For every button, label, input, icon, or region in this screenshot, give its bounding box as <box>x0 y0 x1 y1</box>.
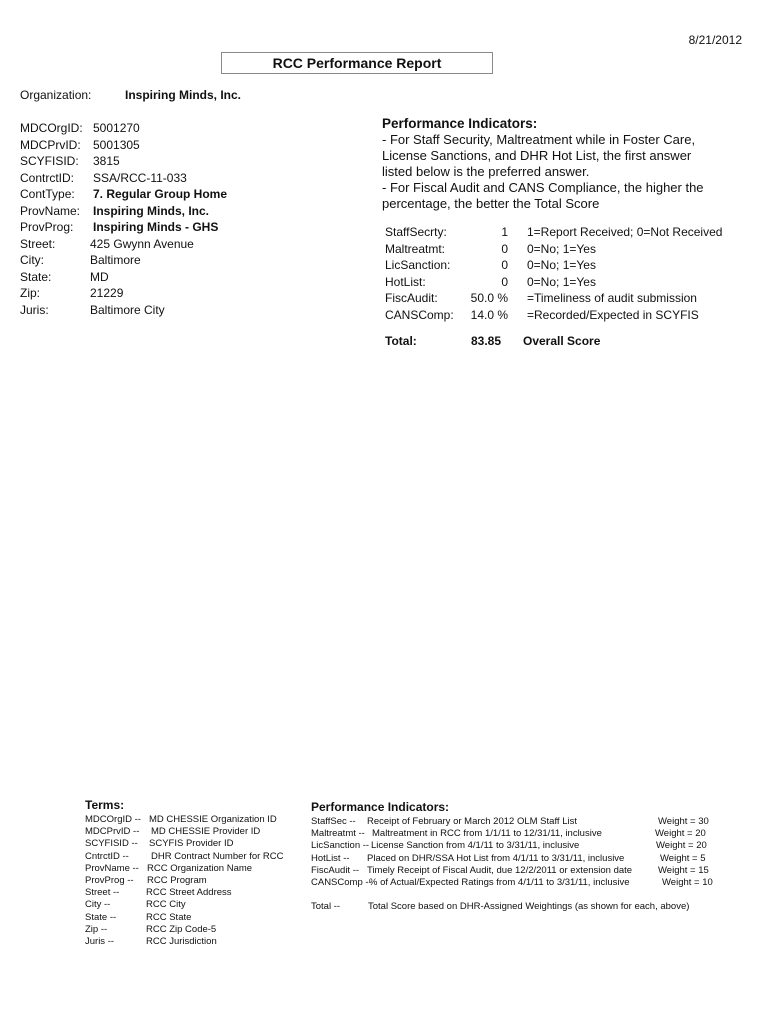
indicator-definition: License Sanction from 4/1/11 to 3/31/11, inclusive <box>371 840 580 852</box>
indicator-key: CANSComp -- <box>311 876 372 888</box>
term-value: MD CHESSIE Organization ID <box>149 814 277 825</box>
indicator-weight: Weight = 5 <box>660 852 706 864</box>
indicator-definition: Timely Receipt of Fiscal Audit, due 12/2/2011 or extension date <box>367 864 633 876</box>
indicator-row <box>311 840 707 852</box>
score-value: 0 <box>501 274 508 289</box>
term-row <box>85 814 277 826</box>
detail-value: 5001270 <box>93 121 140 135</box>
indicator-weight: Weight = 20 <box>656 840 707 852</box>
indicator-weight: Weight = 15 <box>658 864 709 876</box>
report-date: 8/21/2012 <box>688 33 742 47</box>
indicator-weight: Weight = 30 <box>658 816 709 827</box>
detail-value: 5001305 <box>93 137 140 152</box>
organization-label: Organization: <box>20 88 92 102</box>
term-value: RCC Program <box>147 874 207 886</box>
term-key: SCYFISID -- <box>85 838 138 850</box>
indicator-definition: Placed on DHR/SSA Hot List from 4/1/11 to 3/31/11, inclusive <box>367 852 625 864</box>
detail-value: SSA/RCC-11-033 <box>93 170 187 185</box>
detail-label: ProvName: <box>20 203 81 218</box>
indicator-definition: % of Actual/Expected Ratings from 4/1/11 to 3/31/11, inclusive <box>369 876 630 888</box>
indicator-total-definition: Total Score based on DHR-Assigned Weightings (as shown for each, above) <box>368 901 690 913</box>
total-value: 83.85 <box>471 334 502 348</box>
performance-indicators-notes <box>382 116 742 212</box>
term-key: City -- <box>85 899 111 911</box>
score-label: CANSComp: <box>385 307 454 322</box>
score-value: 14.0 % <box>470 307 508 322</box>
term-row <box>85 838 234 850</box>
indicator-key: LicSanction -- <box>311 840 370 852</box>
indicator-key: FiscAudit -- <box>311 864 360 876</box>
detail-label: ContrctID: <box>20 170 75 185</box>
terms-legend <box>85 798 284 948</box>
indicator-row <box>311 828 706 840</box>
detail-label: MDCOrgID: <box>20 121 83 135</box>
performance-heading: Performance Indicators: <box>382 116 538 131</box>
term-row <box>85 899 186 911</box>
term-row <box>85 935 217 948</box>
detail-label: SCYFISID: <box>20 154 79 168</box>
term-value: RCC State <box>146 911 192 923</box>
score-description: 0=No; 1=Yes <box>527 258 596 272</box>
total-description: Overall Score <box>523 334 601 348</box>
score-value: 50.0 % <box>470 291 508 305</box>
score-description: =Recorded/Expected in SCYFIS <box>527 307 699 322</box>
term-value: SCYFIS Provider ID <box>149 838 234 850</box>
score-description: =Timeliness of audit submission <box>527 291 697 305</box>
score-label: HotList: <box>385 274 426 289</box>
detail-value: 3815 <box>93 154 120 168</box>
term-value: DHR Contract Number for RCC <box>151 850 284 862</box>
indicator-total-row <box>311 901 690 913</box>
score-label: StaffSecrty: <box>385 225 447 239</box>
detail-value: MD <box>90 269 109 284</box>
detail-value: Inspiring Minds - GHS <box>93 220 219 234</box>
indicator-row <box>311 852 706 865</box>
score-label: FiscAudit: <box>385 291 438 305</box>
detail-label: MDCPrvID: <box>20 137 81 152</box>
indicator-row <box>311 816 709 828</box>
indicator-weight: Weight = 10 <box>662 876 713 888</box>
indicator-definition: Receipt of February or March 2012 OLM Staff List <box>367 816 577 827</box>
score-label: LicSanction: <box>385 258 451 272</box>
performance-note-line: - For Fiscal Audit and CANS Compliance, the higher the <box>382 180 704 195</box>
term-row <box>85 862 253 875</box>
term-key: ProvName -- <box>85 862 139 874</box>
term-key: MDCOrgID -- <box>85 814 141 825</box>
detail-value: Baltimore <box>90 253 141 267</box>
detail-value: 425 Gwynn Avenue <box>90 236 194 251</box>
term-key: Juris -- <box>85 935 115 947</box>
performance-note-line: - For Staff Security, Maltreatment while in Foster Care, <box>382 132 696 147</box>
indicator-key: HotList -- <box>311 852 350 864</box>
indicator-definitions-heading: Performance Indicators: <box>311 800 450 814</box>
term-row <box>85 911 192 924</box>
score-value: 1 <box>501 225 508 239</box>
performance-note-line: License Sanctions, and DHR Hot List, the first answer <box>382 148 692 163</box>
score-description: 1=Report Received; 0=Not Received <box>527 225 723 239</box>
term-key: MDCPrvID -- <box>85 826 140 838</box>
indicator-row <box>311 876 713 889</box>
score-description: 0=No; 1=Yes <box>527 241 596 256</box>
score-value: 0 <box>501 258 508 272</box>
term-row <box>85 874 207 887</box>
total-label: Total: <box>385 334 417 348</box>
term-value: RCC City <box>146 899 186 911</box>
detail-value: Baltimore City <box>90 302 165 317</box>
detail-value: 21229 <box>90 286 124 300</box>
detail-value: Inspiring Minds, Inc. <box>93 203 210 218</box>
term-key: Street -- <box>85 887 120 899</box>
score-label: Maltreatmt: <box>385 241 446 256</box>
detail-label: ProvProg: <box>20 220 74 234</box>
term-key: Zip -- <box>85 923 108 935</box>
score-description: 0=No; 1=Yes <box>527 274 596 289</box>
detail-label: Zip: <box>20 286 41 300</box>
performance-note-line: percentage, the better the Total Score <box>382 196 600 211</box>
score-value: 0 <box>501 241 508 256</box>
indicator-weight: Weight = 20 <box>655 828 706 840</box>
detail-label: ContType: <box>20 187 75 201</box>
indicator-definition: Maltreatment in RCC from 1/1/11 to 12/31/11, inclusive <box>372 828 602 840</box>
term-value: RCC Street Address <box>146 887 232 899</box>
term-value: MD CHESSIE Provider ID <box>151 826 261 838</box>
indicator-key: StaffSec -- <box>311 816 356 827</box>
indicator-total-key: Total -- <box>311 901 341 913</box>
detail-label: State: <box>20 269 52 284</box>
indicator-definitions <box>311 800 713 913</box>
term-value: RCC Jurisdiction <box>146 935 217 947</box>
term-row <box>85 923 217 936</box>
detail-value: 7. Regular Group Home <box>93 187 228 201</box>
terms-heading: Terms: <box>85 798 125 812</box>
indicator-key: Maltreatmt -- <box>311 828 365 840</box>
detail-label: City: <box>20 253 44 267</box>
term-key: State -- <box>85 911 117 923</box>
term-row <box>85 887 232 899</box>
term-row <box>85 826 261 838</box>
term-row <box>85 850 284 863</box>
detail-label: Street: <box>20 236 56 251</box>
detail-label: Juris: <box>20 302 49 317</box>
term-key: ProvProg -- <box>85 874 134 886</box>
term-value: RCC Organization Name <box>147 862 253 874</box>
organization-value: Inspiring Minds, Inc. <box>125 88 242 102</box>
indicator-row <box>311 864 709 877</box>
report-title: RCC Performance Report <box>221 52 493 74</box>
performance-note-line: listed below is the preferred answer. <box>382 164 590 179</box>
term-value: RCC Zip Code-5 <box>146 923 217 935</box>
term-key: CntrctID -- <box>85 850 129 862</box>
